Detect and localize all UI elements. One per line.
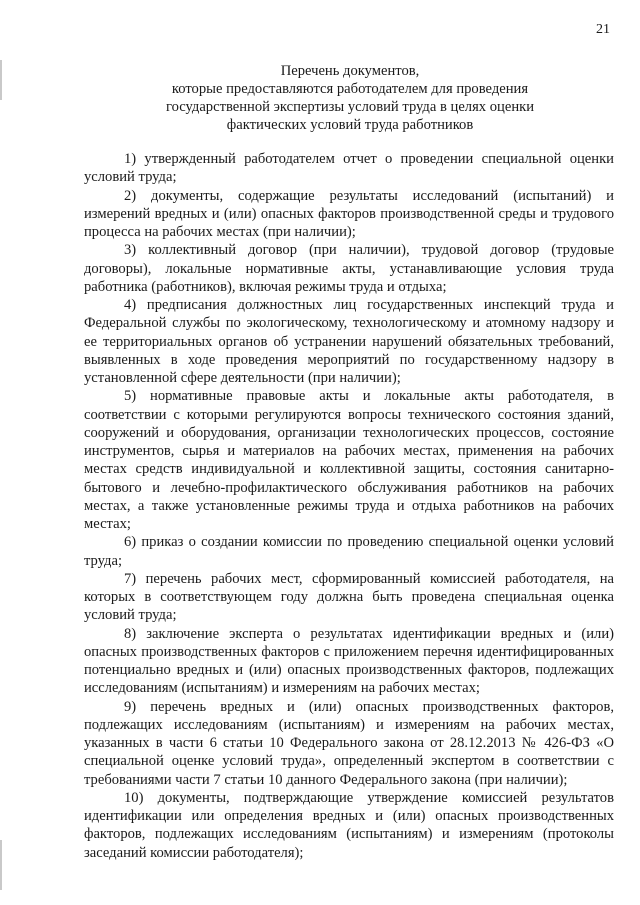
title-line: фактических условий труда работников (226, 117, 474, 133)
scan-margin-mark (0, 840, 2, 890)
list-item: 5) нормативные правовые акты и локальные акты работодателя, в соответствии с которыми регулируются вопросы технического состояния зданий, сооружений и оборудования, организации технологических процессов, состояние инструментов, сырья и материалов на рабочих местах, применения на рабочих местах средств индивидуальной и коллективной защиты, состояния санитарно-бытового и лечебно-профилактического обслуживания работников на рабочих местах, а также установленные режимы труда и отдыха работников на рабочих местах; (84, 388, 614, 532)
document-title (70, 62, 630, 134)
list-item: 6) приказ о создании комиссии по проведению специальной оценки условий труда; (84, 534, 614, 569)
list-item: 4) предписания должностных лиц государственных инспекций труда и Федеральной службы по экологическому, технологическому и атомному надзору и ее территориальных органов об устранении нарушений обязательных требований, выявленных в ходе проведения мероприятий по государственному надзору в установленной сфере деятельности (при наличии); (84, 297, 614, 386)
scan-margin-mark (0, 60, 2, 100)
list-item: 9) перечень вредных и (или) опасных производственных факторов, подлежащих исследованиям (испытаниям) и измерениям на рабочих местах, указанных в части 6 статьи 10 Федерального закона от 28.12.2013 № 426-ФЗ «О специальной оценке условий труда», определенный экспертом в соответствии с требованиями части 7 статьи 10 данного Федерального закона (при наличии); (84, 698, 614, 788)
list-item: 10) документы, подтверждающие утверждение комиссией результатов идентификации или определения вредных и (или) опасных производственных факторов, подлежащих исследованиям (испытаниям) и измерениям (протоколы заседаний комиссии работодателя); (84, 789, 614, 861)
list-item: 1) утвержденный работодателем отчет о проведении специальной оценки условий труда; (84, 151, 614, 186)
page-number: 21 (596, 22, 610, 37)
title-line: государственной экспертизы условий труда в целях оценки (165, 99, 535, 115)
document-list (84, 150, 614, 862)
list-item: 8) заключение эксперта о результатах идентификации вредных и (или) опасных производственных факторов с приложением перечня идентифицированных потенциально вредных и (или) опасных производственных факторов, подлежащих исследованиям (испытаниям) и измерениям на рабочих местах; (84, 625, 614, 697)
list-item: 3) коллективный договор (при наличии), трудовой договор (трудовые договоры), локальные нормативные акты, устанавливающие условия труда работника (работников), включая режимы труда и отдыха; (84, 242, 614, 295)
list-item: 2) документы, содержащие результаты исследований (испытаний) и измерений вредных и (или) опасных факторов производственной среды и трудового процесса на рабочих местах (при наличии); (84, 187, 614, 240)
list-item: 7) перечень рабочих мест, сформированный комиссией работодателя, на которых в соответствующем году должна быть проведена специальная оценка условий труда; (84, 570, 614, 624)
title-line: Перечень документов, (280, 63, 420, 79)
title-line: которые предоставляются работодателем для проведения (171, 81, 529, 97)
